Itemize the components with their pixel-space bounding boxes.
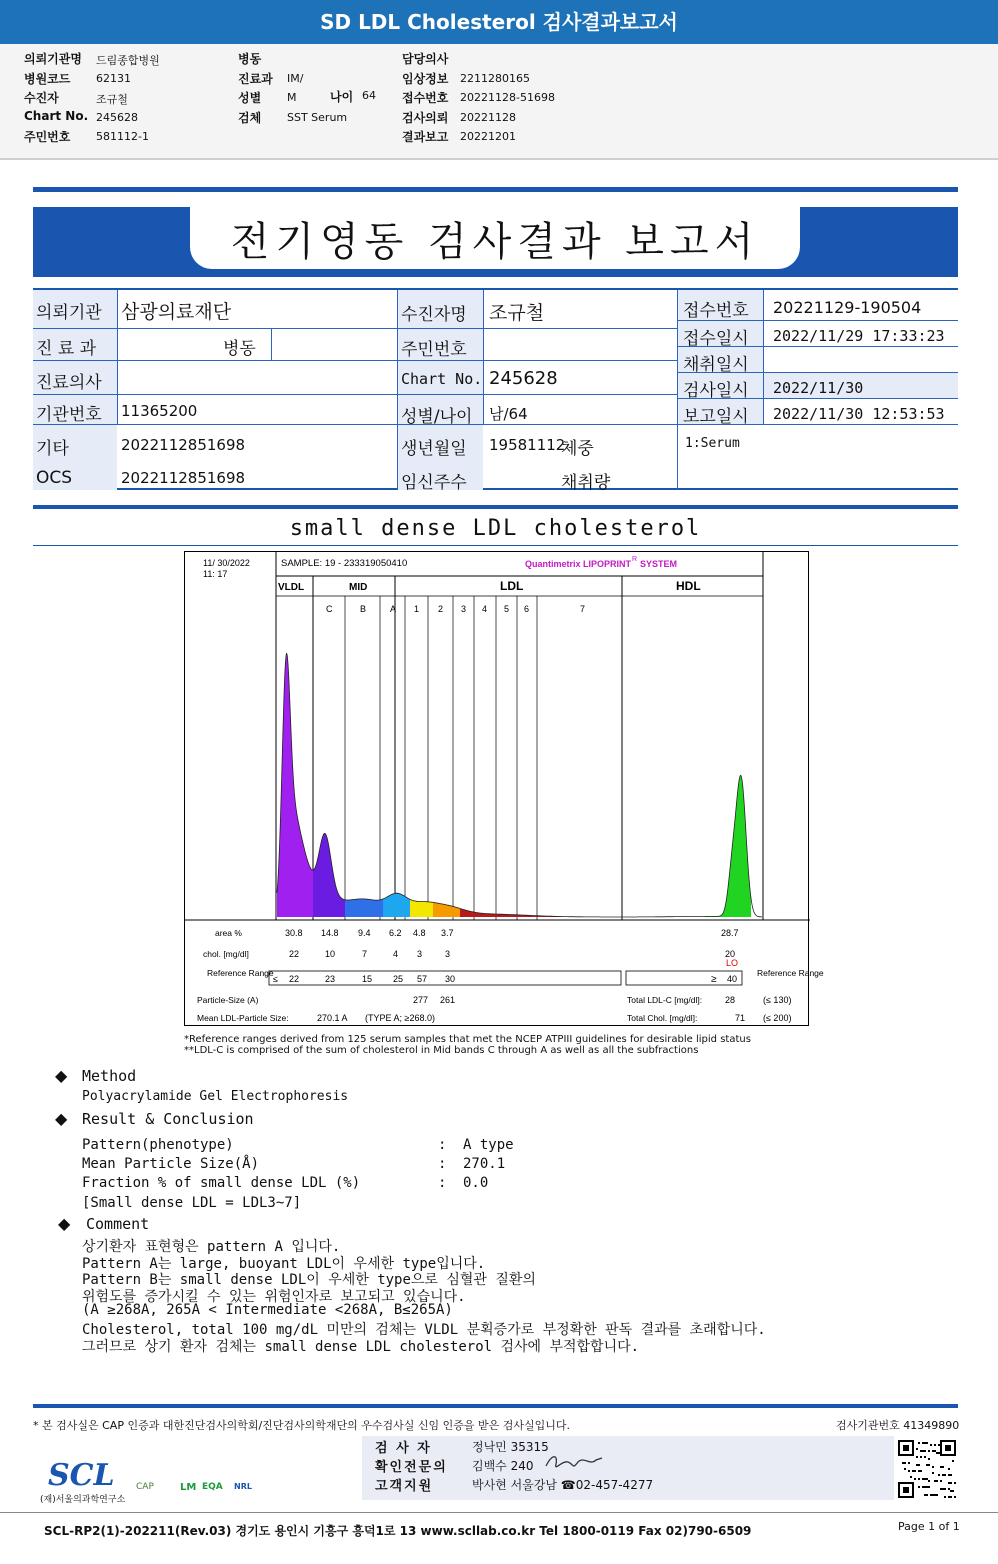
bottom-rule [0,1512,998,1513]
qr-module [942,1474,944,1476]
recv-dt-value: 2022/11/29 17:33:23 [773,327,945,345]
profile-curve [277,654,762,918]
row-label-ref-right: Reference Range [757,968,824,978]
qr-module [924,1486,926,1488]
total-ldl-value: 28 [725,995,736,1005]
result-item-value: 270.1 [463,1156,506,1172]
qr-module [914,1470,916,1472]
group-label-ldl: LDL [500,579,524,593]
comment-line: Cholesterol, total 100 mg/dL 미만의 검체는 VLDL 분획증가로 부정확한 판독 결과를 초래합니다. [82,1322,766,1338]
fraction-area [460,909,525,918]
qr-module [954,1496,956,1498]
signer-label: 확인전문의 [375,1460,448,1475]
comment-line: 그러므로 상기 환자 검체는 small dense LDL cholesterol 검사에 부적합합니다. [82,1338,640,1355]
qr-module [928,1464,930,1466]
comment-line: Pattern B는 small dense LDL이 우세한 type으로 심혈관 질환의 [82,1272,536,1289]
qr-module [926,1486,928,1488]
info-label: 담당의사 [402,52,449,66]
info-label: 수진자 [24,91,59,105]
patient-table [33,288,958,493]
band-label: 7 [580,604,586,614]
signer-label: 고객지원 [375,1479,434,1494]
qr-module [908,1470,910,1472]
band-label: 5 [504,604,510,614]
qr-module [924,1494,926,1496]
info-value: IM/ [287,71,304,85]
qr-module [908,1462,910,1464]
info-label: 의뢰기관명 [24,52,82,66]
section-title: small dense LDL cholesterol [289,516,702,541]
qr-module [950,1490,952,1492]
qr-module [944,1474,946,1476]
org-number: 검사기관번호 41349890 [836,1419,960,1432]
qr-module [944,1488,946,1490]
signature-icon [544,1452,604,1474]
hdl-ref-value: 40 [727,974,738,984]
result-item-label: Pattern(phenotype) [82,1137,234,1153]
qr-module [920,1456,922,1458]
result-item-value: A type [463,1137,514,1153]
test-dt-label: 검사일시 [683,381,749,401]
qr-module [938,1474,940,1476]
mean-size-label: Mean LDL-Particle Size: [197,1013,289,1023]
result-note: [Small dense LDL = LDL3~7] [82,1195,302,1211]
footnote-1: *Reference ranges derived from 125 serum samples that met the NCEP ATPIII guidelines for desirable lipid status [184,1034,751,1045]
qr-module [926,1494,928,1496]
qr-module [945,1445,951,1451]
psize-label: Particle-Size (A) [197,995,259,1005]
area-value: 30.8 [285,928,303,938]
qr-module [922,1442,924,1444]
qr-module [934,1444,936,1446]
rep-dt-value: 2022/11/30 12:53:53 [773,405,945,423]
qr-module [950,1482,952,1484]
age-label: 나이 [330,90,354,104]
section-rule [33,505,958,509]
top-banner-title: SD LDL Cholesterol 검사결과보고서 [0,0,998,44]
group-label-hdl: HDL [676,579,701,593]
info-label: Chart No. [24,108,89,123]
scl-logo: SCL [48,1458,115,1493]
info-label: 접수번호 [402,91,449,105]
psize-value: 277 [413,995,429,1005]
ref-value: 57 [417,974,428,984]
method-heading: Method [82,1067,137,1085]
row-label-ref: Reference Range [207,968,274,978]
sex-label: 성별/나이 [401,407,473,427]
rrn-label: 주민번호 [401,340,467,360]
qr-module [948,1488,950,1490]
qr-module [948,1474,950,1476]
signer-value: 김백수 240 [472,1459,534,1473]
ref-value: 30 [445,974,456,984]
chart-label: Chart No. [401,370,483,388]
band-label: 2 [438,604,444,614]
qr-module [903,1445,909,1451]
qr-module [930,1444,932,1446]
area-value: 9.4 [358,928,371,938]
specimen: 1:Serum [685,436,740,451]
test-dt-value: 2022/11/30 [773,379,864,397]
qr-module [932,1466,934,1468]
info-value: M [287,91,297,104]
qr-module [922,1478,924,1480]
area-value: 14.8 [321,928,339,938]
chart-brand-sup: R [632,556,638,563]
lm-badge-icon: LM [180,1482,197,1493]
band-label: 3 [461,604,467,614]
top-info-panel [0,44,998,160]
qr-module [918,1470,920,1472]
qr-module [942,1466,944,1468]
qr-module [932,1472,934,1474]
result-colon: : [438,1156,447,1172]
area-value: 6.2 [389,928,402,938]
info-label: 주민번호 [24,130,71,144]
info-label: 임상정보 [402,71,449,86]
ref-value: 15 [362,974,373,984]
qr-module [952,1490,954,1492]
section-rule-thin [33,545,958,546]
ref-value: 23 [325,974,336,984]
info-label: 성별 [238,91,262,105]
info-label: 검체 [238,110,262,125]
qr-module [924,1442,926,1444]
chol-value: 7 [362,949,368,959]
qr-module [934,1494,936,1496]
result-item-label: Mean Particle Size(Å) [82,1156,260,1172]
qr-module [920,1450,922,1452]
qr-module [940,1488,942,1490]
qr-module [916,1456,918,1458]
psize-value: 261 [440,995,456,1005]
qr-module [938,1452,940,1454]
etc-value: 2022112851698 [121,436,246,454]
info-value: 20221201 [460,130,516,143]
band-label: 4 [482,604,488,614]
birth-value: 19581112 [489,436,566,454]
method-text: Polyacrylamide Gel Electrophoresis [82,1089,349,1104]
etc-label: 기타 [36,439,69,459]
code-value: 11365200 [121,402,198,420]
band-label: 6 [524,604,530,614]
qr-module [926,1478,928,1480]
result-item-label: Fraction % of small dense LDL (%) [82,1175,361,1191]
chart-date: 11/ 30/2022 [203,558,250,568]
signer-label: 검 사 자 [375,1441,432,1456]
qr-module [904,1468,906,1470]
cert-text: * 본 검사실은 CAP 인증과 대한진단검사의학회/진단검사의학재단의 우수검사실 신임 인증을 받은 검사실입니다. [33,1419,571,1432]
info-value: SST Serum [287,110,348,124]
total-chol-value: 71 [735,1013,746,1023]
chol-value: 22 [289,949,300,959]
fraction-area-hdl [705,775,751,917]
chol-value: 10 [325,949,336,959]
qr-module [916,1448,918,1450]
qr-module [950,1496,952,1498]
chol-value: 3 [445,949,451,959]
report-title: 전기영동 검사결과 보고서 [230,219,760,265]
inst-value: 삼광의료재단 [121,301,232,323]
recv-no-label: 접수번호 [683,301,749,321]
qr-module [912,1470,914,1472]
qr-module [918,1464,920,1466]
info-value: 20221128-51698 [460,91,555,104]
ocs-label: OCS [36,468,73,488]
qr-module [942,1488,944,1490]
inst-label: 의뢰기관 [36,303,102,323]
qr-module [928,1486,930,1488]
qr-module [918,1486,920,1488]
area-value: 4.8 [413,928,426,938]
area-value: 28.7 [721,928,739,938]
sex-value: 남/64 [489,405,528,423]
ocs-value: 2022112851698 [121,469,246,487]
chart-svg [185,552,824,1027]
ref-symbol: ≤ [273,974,278,984]
qr-module [924,1456,926,1458]
lipoprint-chart [184,551,824,1026]
band-label: A [390,604,397,614]
info-label: 검사의뢰 [402,110,449,125]
mean-size-type: (TYPE A; ≥268.0) [365,1013,435,1023]
band-label: B [360,604,367,614]
recv-no-value: 20221129-190504 [773,298,922,317]
band-label: C [326,604,333,614]
qr-module [922,1486,924,1488]
signer-value: 박사현 서울강남 ☎02-457-4277 [472,1478,654,1492]
total-chol-label: Total Chol. [mg/dl]: [627,1013,698,1023]
total-ldl-label: Total LDL-C [mg/dl]: [627,995,703,1005]
qr-module [922,1450,924,1452]
qr-module [932,1450,934,1452]
comment-line: (A ≥268A, 265A < Intermediate <268A, B≤265A) [82,1302,453,1319]
info-value: 조규철 [96,93,128,106]
chart-sample: SAMPLE: 19 - 233319050410 [281,558,408,569]
qr-module [936,1452,938,1454]
qr-module [918,1478,920,1480]
qr-module [934,1480,936,1482]
info-label: 결과보고 [402,130,449,144]
cert-badges [136,1480,261,1500]
qr-module [920,1470,922,1472]
ref-value: 22 [289,974,300,984]
qr-code-icon [898,1440,956,1498]
rep-dt-label: 보고일시 [683,407,749,427]
qr-module [936,1480,938,1482]
signer-value: 정낙민 35315 [472,1440,549,1454]
qr-module [928,1450,930,1452]
dept-label: 진 료 과 [36,339,97,359]
cap-badge-icon: CAP [136,1482,154,1492]
qr-module [924,1478,926,1480]
footer-rule [33,1404,958,1408]
qr-module [948,1468,950,1470]
qr-module [936,1494,938,1496]
result-bullet: ◆ [55,1109,68,1128]
comment-line: Pattern A는 large, buoyant LDL이 우세한 type입니다. [82,1255,486,1272]
group-label-vldl: VLDL [278,582,305,593]
hdl-ref-box [626,971,742,985]
row-label-area: area % [215,928,242,938]
qr-module [926,1464,928,1466]
footnote-2: **LDL-C is comprised of the sum of cholesterol in Mid bands C through A as well as all the subfractions [184,1045,699,1056]
chart-brand-system: SYSTEM [640,559,678,569]
coll-label: 채취일시 [683,355,749,375]
chol-value: 20 [725,949,736,959]
age-value: 64 [362,89,376,102]
nrl-badge-icon: NRL [234,1482,252,1491]
total-chol-ref: (≤ 200) [763,1013,792,1023]
weight-label: 체중 [561,439,594,459]
mean-size-value: 270.1 A [317,1013,348,1023]
chart-brand: Quantimetrix LIPOPRINT [525,559,632,569]
qr-module [918,1442,920,1444]
comment-line: 상기환자 표현형은 pattern A 입니다. [82,1239,341,1255]
info-value: 드림종합병원 [96,54,160,67]
info-value: 2211280165 [460,71,530,85]
ref-value: 25 [393,974,404,984]
name-value: 조규철 [489,302,545,324]
info-value: 62131 [96,71,131,85]
volume-label: 채취량 [561,473,611,493]
fraction-area [277,654,313,918]
name-label: 수진자명 [401,305,467,325]
info-label: 진료과 [238,71,273,86]
qr-module [928,1458,930,1460]
qr-module [934,1450,936,1452]
info-label: 병원코드 [24,71,71,86]
comment-heading: Comment [86,1215,150,1233]
eqa-badge-icon: EQA [202,1482,223,1492]
qr-module [948,1482,950,1484]
info-value: 245628 [96,110,138,124]
total-ldl-ref: (≤ 130) [763,995,792,1005]
qr-module [904,1462,906,1464]
row-label-chol: chol. [mg/dl] [203,949,249,959]
chart-value: 245628 [489,368,558,389]
qr-module [926,1442,928,1444]
qr-module [954,1482,956,1484]
dept-value: 병동 [223,339,256,359]
preg-label: 임신주수 [401,473,467,493]
birth-label: 생년월일 [401,439,467,459]
qr-module [944,1496,946,1498]
info-label: 병동 [238,52,262,66]
qr-module [938,1444,940,1446]
qr-module [952,1460,954,1462]
qr-module [903,1487,909,1493]
qr-module [930,1494,932,1496]
result-heading: Result & Conclusion [82,1110,254,1128]
fraction-area [345,899,383,917]
comment-line: 위험도를 증가시킬 수 있는 위험인자로 보고되고 있습니다. [82,1288,466,1305]
group-label-mid: MID [349,582,368,593]
method-bullet: ◆ [55,1066,68,1085]
hdl-ref-symbol: ≥ [711,974,717,985]
qr-module [916,1464,918,1466]
area-value: 3.7 [441,928,454,938]
qr-module [940,1480,942,1482]
footer-address: SCL-RP2(1)-202211(Rev.03) 경기도 용인시 기흥구 흥덕1로 13 www.scllab.co.kr Tel 1800-0119 Fax 02)790-6509 [44,1524,752,1538]
qr-module [924,1450,926,1452]
qr-module [932,1494,934,1496]
qr-module [948,1496,950,1498]
page-number: Page 1 of 1 [898,1520,960,1533]
doctor-label: 진료의사 [36,373,102,393]
band-label: 1 [414,604,420,614]
qr-module [902,1462,904,1464]
code-label: 기관번호 [36,405,102,425]
chol-value: 3 [417,949,423,959]
info-value: 581112-1 [96,130,149,143]
comment-bullet: ◆ [58,1214,71,1233]
qr-module [928,1480,930,1482]
chart-time: 11: 17 [203,569,228,579]
qr-module [914,1478,916,1480]
chol-value: 4 [393,949,399,959]
lo-flag: LO [726,958,739,968]
header-rule [33,187,958,192]
qr-module [950,1474,952,1476]
result-colon: : [438,1137,447,1153]
result-colon: : [438,1175,447,1191]
scl-logo-subtitle: (재)서울의과학연구소 [40,1495,126,1505]
result-item-value: 0.0 [463,1175,489,1191]
info-value: 20221128 [460,110,516,124]
qr-module [940,1466,942,1468]
qr-module [910,1476,912,1478]
recv-dt-label: 접수일시 [683,329,749,349]
